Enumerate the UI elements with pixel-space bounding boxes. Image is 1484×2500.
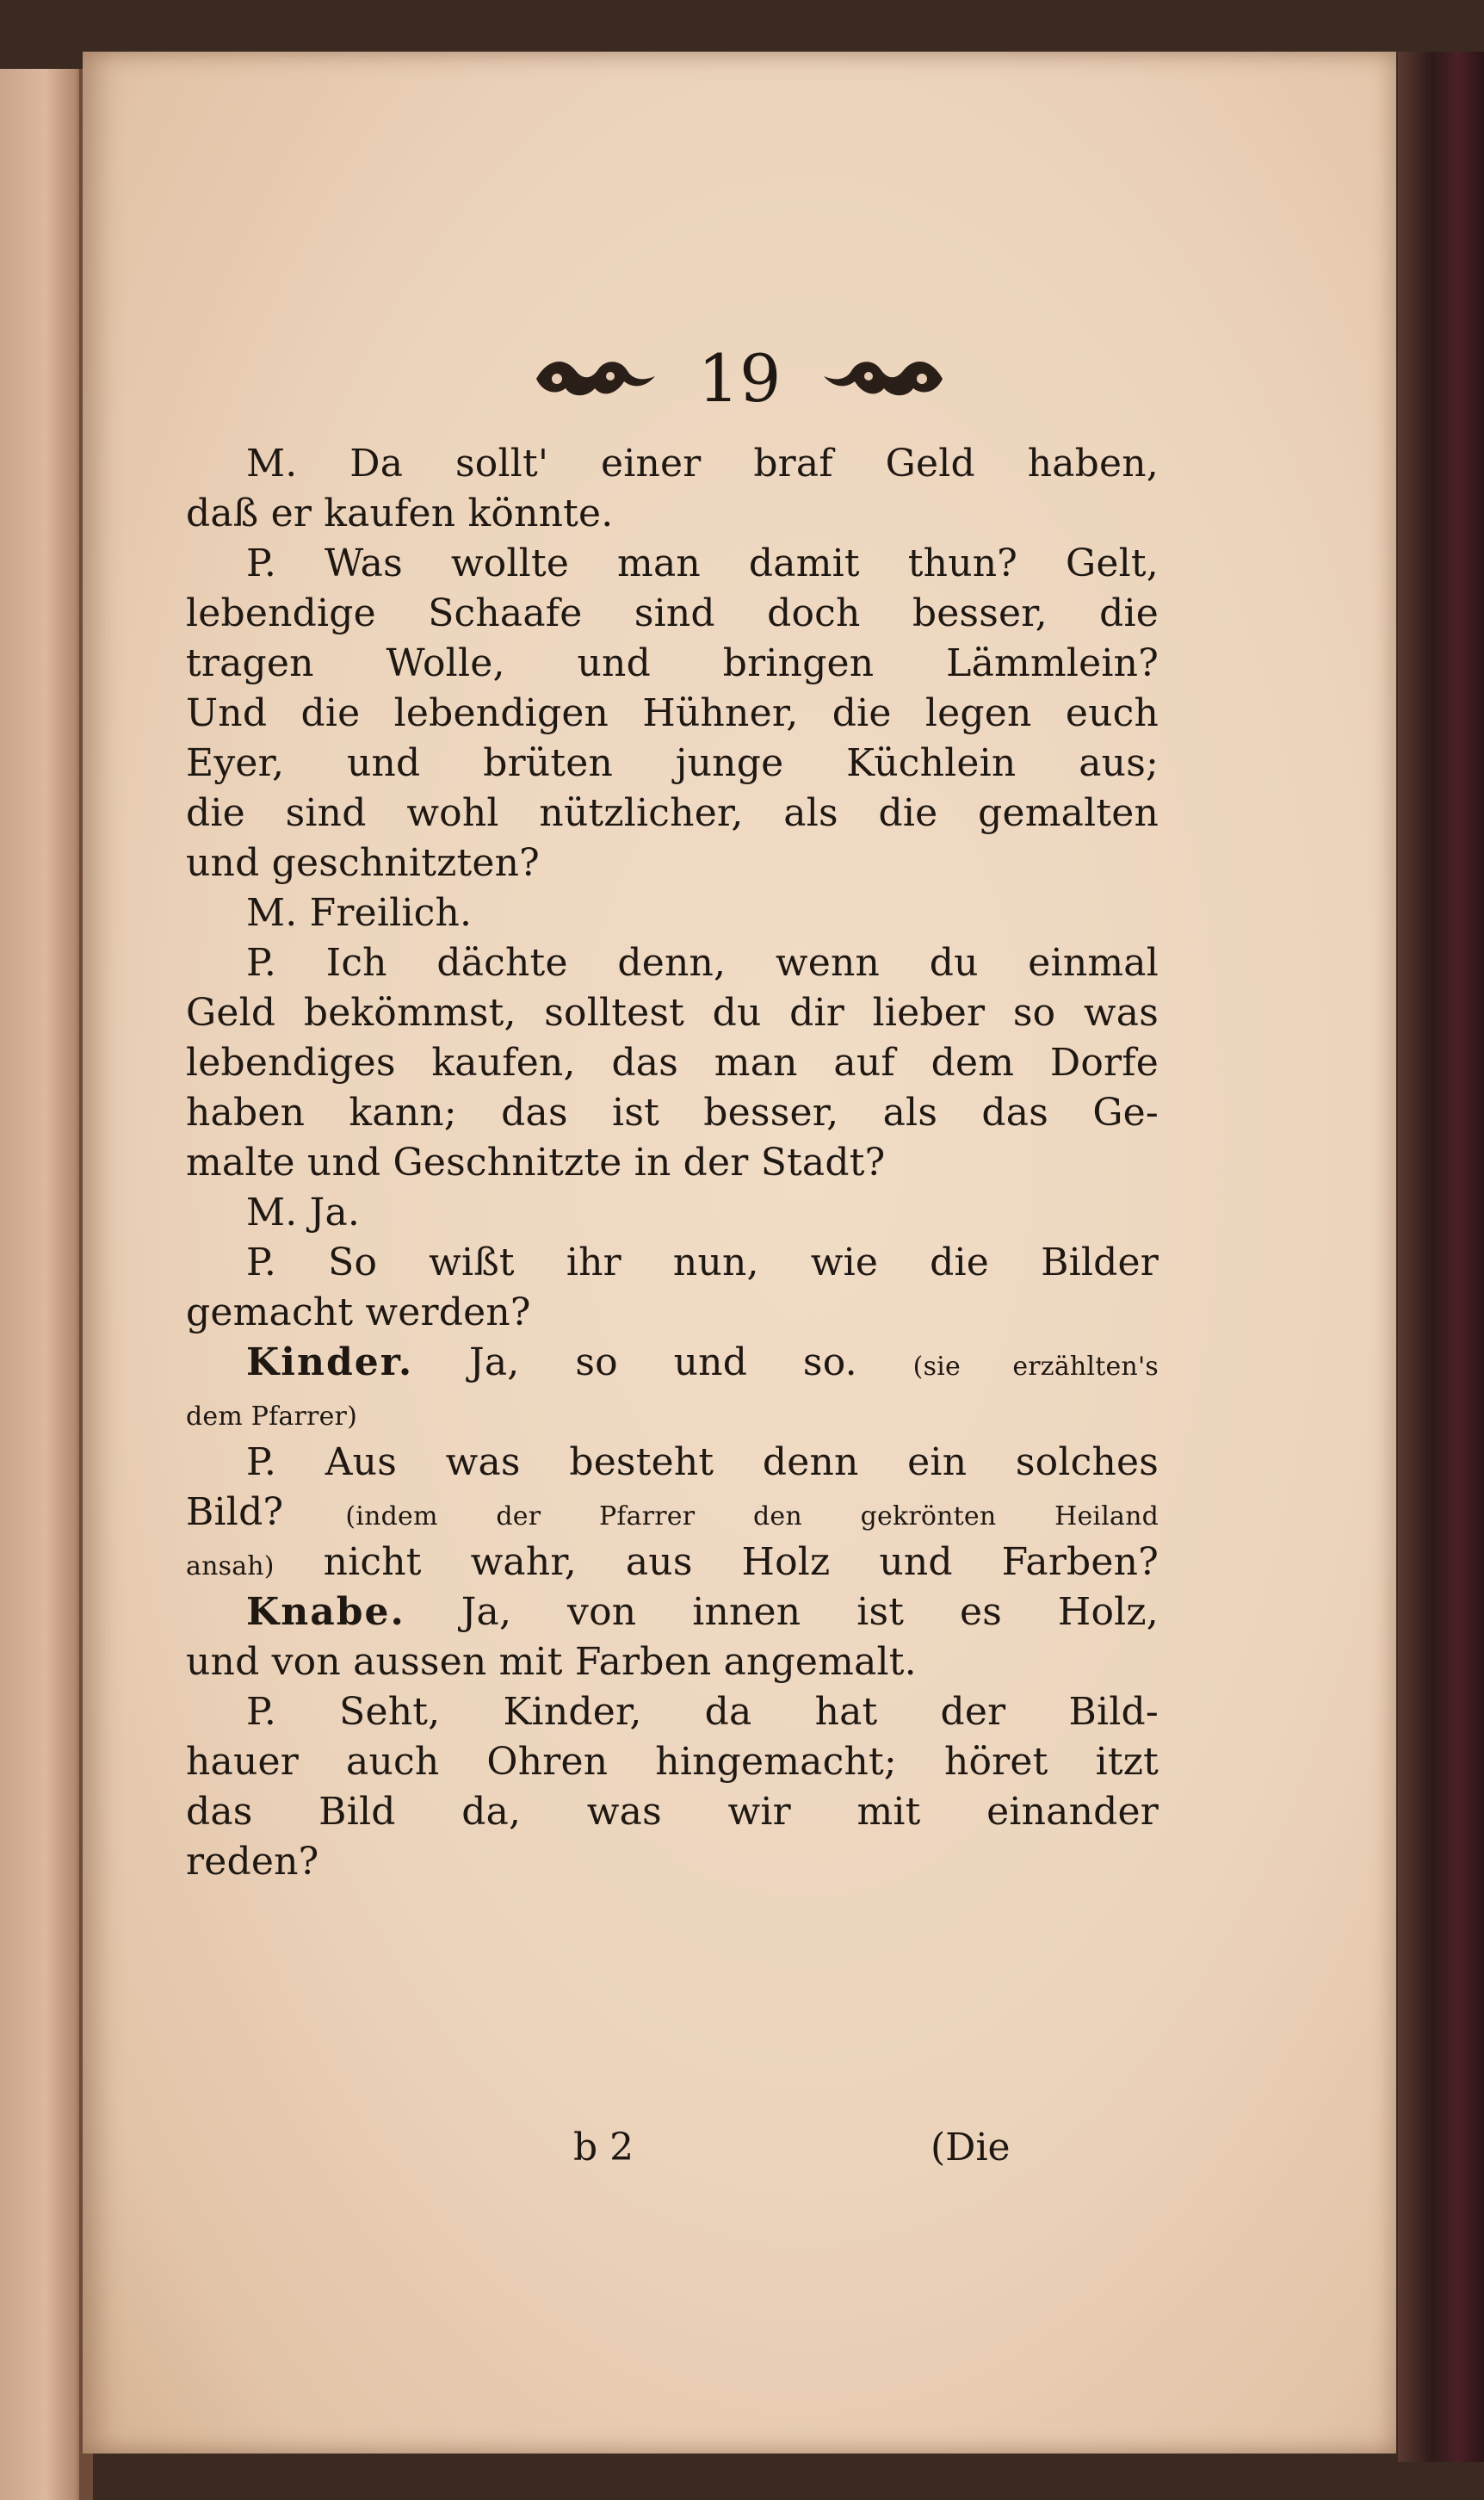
text-line [186, 1488, 1159, 1538]
text-segment: P. Seht, Kinder, da hat der Bild- [246, 1690, 1159, 1734]
speaker-label: Knabe. [246, 1590, 405, 1634]
book-page [83, 52, 1396, 2454]
text-line [186, 1737, 1159, 1787]
text-line [186, 1088, 1159, 1138]
stage-direction: ansah) [186, 1551, 275, 1581]
text-line [186, 1837, 1159, 1887]
text-line [186, 1188, 1159, 1238]
text-segment: daß er kaufen könnte. [186, 492, 614, 535]
text-line [186, 838, 1159, 888]
text-segment: reden? [186, 1840, 319, 1884]
text-segment: haben kann; das ist besser, als das Ge- [186, 1091, 1159, 1135]
text-segment: P. Ich dächte denn, wenn du einmal [246, 941, 1159, 985]
text-line [186, 938, 1159, 988]
text-segment: M. Da sollt' einer braf Geld haben, [246, 442, 1159, 486]
text-segment: M. Ja. [246, 1191, 361, 1235]
text-line [186, 1538, 1159, 1587]
text-line [186, 1787, 1159, 1837]
stage-direction: dem Pfarrer) [186, 1402, 357, 1432]
text-segment: und geschnitzten? [186, 841, 540, 885]
text-line [186, 739, 1159, 789]
page-text [186, 439, 1159, 1887]
stage-direction: (sie erzählten's [912, 1352, 1159, 1382]
text-segment: P. So wißt ihr nun, wie die Bilder [246, 1241, 1159, 1284]
text-segment: tragen Wolle, und bringen Lämmlein? [186, 641, 1159, 685]
text-line [186, 1238, 1159, 1288]
text-segment: P. Was wollte man damit thun? Gelt, [246, 541, 1159, 585]
text-segment: lebendige Schaafe sind doch besser, die [186, 591, 1159, 635]
page-number: 19 [697, 340, 782, 417]
page-footer [83, 2118, 1396, 2178]
text-line [186, 1587, 1159, 1637]
text-line [186, 639, 1159, 689]
text-line [186, 1288, 1159, 1338]
text-line [186, 439, 1159, 489]
text-segment: Geld bekömmst, solltest du dir lieber so was [186, 991, 1159, 1035]
text-line [186, 789, 1159, 838]
stage-direction: (indem der Pfarrer den gekrönten Heiland [345, 1501, 1159, 1532]
text-line [186, 1438, 1159, 1488]
text-line [186, 1038, 1159, 1088]
text-segment: malte und Geschnitzte in der Stadt? [186, 1141, 886, 1185]
right-ornament-icon [819, 350, 948, 407]
text-segment: Und die lebendigen Hühner, die legen euch [186, 691, 1159, 735]
left-page-edge [0, 69, 83, 2500]
text-line [186, 888, 1159, 938]
text-segment: hauer auch Ohren hingemacht; höret itzt [186, 1740, 1159, 1784]
text-line [186, 689, 1159, 739]
text-segment: Ja, von innen ist es Holz, [405, 1590, 1159, 1634]
book-cover-edge [1398, 52, 1484, 2462]
text-segment: Eyer, und brüten junge Küchlein aus; [186, 741, 1159, 785]
text-segment: das Bild da, was wir mit einander [186, 1790, 1159, 1834]
text-line [186, 1338, 1159, 1388]
text-line [186, 539, 1159, 589]
text-segment: Ja, so und so. [413, 1340, 913, 1384]
text-segment: P. Aus was besteht denn ein solches [246, 1440, 1159, 1484]
text-segment: Bild? [186, 1490, 346, 1534]
text-line [186, 988, 1159, 1038]
text-segment: lebendiges kaufen, das man auf dem Dorfe [186, 1041, 1159, 1085]
speaker-label: Kinder. [246, 1340, 414, 1384]
text-segment: die sind wohl nützlicher, als die gemalten [186, 791, 1159, 835]
text-segment: und von aussen mit Farben angemalt. [186, 1640, 917, 1684]
catchword: (Die [931, 2126, 1011, 2169]
text-segment: M. Freilich. [246, 891, 473, 935]
left-ornament-icon [531, 350, 660, 407]
text-segment: nicht wahr, aus Holz und Farben? [274, 1540, 1159, 1584]
text-line [186, 589, 1159, 639]
signature-mark: b 2 [573, 2126, 634, 2169]
text-line [186, 1138, 1159, 1188]
text-line [186, 1637, 1159, 1687]
text-line [186, 1687, 1159, 1737]
text-line [186, 489, 1159, 539]
text-line [186, 1388, 1159, 1438]
text-segment: gemacht werden? [186, 1290, 531, 1334]
page-header [83, 310, 1396, 448]
